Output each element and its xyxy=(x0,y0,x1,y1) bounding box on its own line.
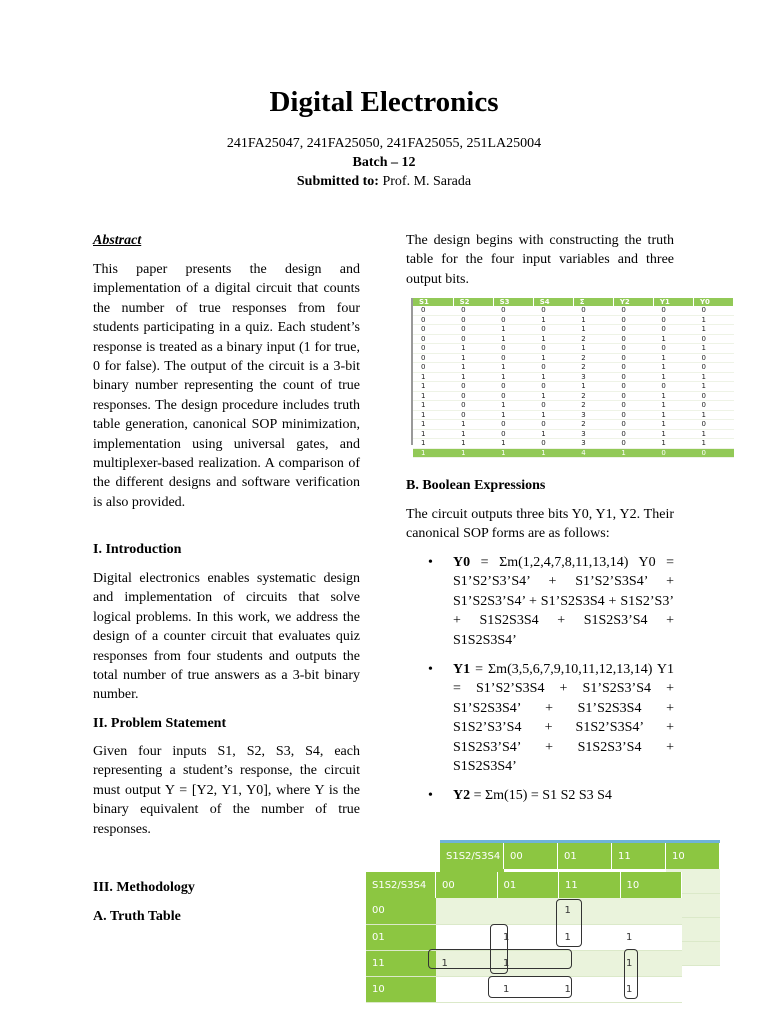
truth-table-row xyxy=(413,325,734,335)
kmap-back-corner: S1S2/S3S4 xyxy=(440,843,504,869)
batch-number: Batch – 12 xyxy=(352,155,416,170)
truth-table-cell: 0 xyxy=(653,315,693,325)
methodology-heading: III. Methodology xyxy=(93,880,195,895)
y1-minterms: = Σm(3,5,6,7,9,10,11,12,13,14) xyxy=(470,662,653,678)
kmap-cell xyxy=(436,924,498,950)
truth-table-cell: 1 xyxy=(533,334,573,344)
y0-item xyxy=(406,553,674,650)
truth-table-header: Σ xyxy=(573,298,613,306)
truth-table-cell: 0 xyxy=(493,420,533,430)
truth-table-cell: 1 xyxy=(413,439,453,449)
truth-table-cell: 0 xyxy=(453,401,493,411)
truth-table-cell: 0 xyxy=(613,429,653,439)
truth-table-cell: 1 xyxy=(693,382,733,392)
truth-table-cell: 0 xyxy=(573,306,613,315)
truth-table-cell: 0 xyxy=(493,306,533,315)
truth-table-row xyxy=(413,306,734,315)
truth-table-cell: 0 xyxy=(613,439,653,449)
truth-table-header: S1 xyxy=(413,298,453,306)
truth-table-cell: 1 xyxy=(493,439,533,449)
abstract-body: This paper presents the design and implementation of a digital circuit that counts the number of true responses from four students participating in a quiz. Each student’s response is treated as a binary input (1 for true, 0 for false). The output of the circuit is a 3-bit binary number representing the count of true responses. The design procedure includes truth table generation, canonical SOP minimization, implementation using universal gates, and multiplexer-based realization. A comparison of the different designs and software verification is also provided. xyxy=(93,262,360,510)
truth-table-cell: 3 xyxy=(573,429,613,439)
truth-table-row xyxy=(413,344,734,354)
truth-table-cell: 0 xyxy=(533,306,573,315)
truth-table-cell: 0 xyxy=(653,448,693,458)
truth-table-cell: 1 xyxy=(573,325,613,335)
abstract-heading xyxy=(93,231,360,250)
y2-label: Y2 xyxy=(453,788,471,804)
kmap-row xyxy=(366,924,682,950)
problem-heading: II. Problem Statement xyxy=(93,716,227,731)
truth-table-row xyxy=(413,401,734,411)
truth-table-cell: 0 xyxy=(453,325,493,335)
bullet-icon: • xyxy=(428,555,433,570)
truth-table-cell: 3 xyxy=(573,439,613,449)
truth-table-cell: 1 xyxy=(493,372,533,382)
truth-table-cell: 0 xyxy=(613,382,653,392)
truth-table xyxy=(413,298,734,458)
truth-table-subheading: A. Truth Table xyxy=(93,909,181,924)
truth-table-cell: 1 xyxy=(453,344,493,354)
kmap-back-col: 00 xyxy=(504,843,558,869)
truth-table-cell: 1 xyxy=(493,401,533,411)
truth-table-row xyxy=(413,315,734,325)
y1-item xyxy=(406,660,674,776)
truth-table-cell: 1 xyxy=(413,382,453,392)
y0-minterms: = Σm(1,2,4,7,8,11,13,14) xyxy=(470,555,629,570)
truth-table-cell: 0 xyxy=(413,315,453,325)
kmap-group-loop xyxy=(428,949,572,969)
kmap-cell: 1 xyxy=(559,976,621,1002)
truth-table-cell: 0 xyxy=(653,325,693,335)
truth-table-cell: 1 xyxy=(493,334,533,344)
kmap-cell: 1 xyxy=(620,924,682,950)
truth-table-cell: 0 xyxy=(533,420,573,430)
bullet-icon: • xyxy=(428,662,433,678)
truth-table-cell: 1 xyxy=(693,429,733,439)
truth-table-cell: 0 xyxy=(613,325,653,335)
bullet-icon: • xyxy=(428,788,433,804)
truth-table-cell: 1 xyxy=(413,401,453,411)
truth-table-header: S2 xyxy=(453,298,493,306)
truth-table-cell: 0 xyxy=(493,429,533,439)
truth-table-row xyxy=(413,429,734,439)
kmap-group-loop xyxy=(488,976,572,998)
truth-table-cell: 1 xyxy=(573,315,613,325)
truth-table-cell: 0 xyxy=(613,410,653,420)
kmap-cell: 1 xyxy=(559,924,621,950)
submitted-value: Prof. M. Sarada xyxy=(378,174,472,189)
y1-label: Y1 xyxy=(453,662,471,678)
truth-table-cell: 3 xyxy=(573,410,613,420)
kmap-back-col: 11 xyxy=(612,843,666,869)
truth-table-row xyxy=(413,439,734,449)
submitted-to xyxy=(0,174,768,190)
truth-table-cell: 0 xyxy=(693,391,733,401)
truth-table-row xyxy=(413,363,734,373)
truth-table-cell: 2 xyxy=(573,353,613,363)
truth-table-cell: 0 xyxy=(613,344,653,354)
boolean-heading: B. Boolean Expressions xyxy=(406,478,546,493)
truth-table-header: S3 xyxy=(493,298,533,306)
truth-table-cell: 0 xyxy=(453,315,493,325)
truth-table-cell: 1 xyxy=(573,344,613,354)
truth-table-cell: 1 xyxy=(653,363,693,373)
truth-table-cell: 2 xyxy=(573,401,613,411)
kmap-cell xyxy=(436,898,498,924)
truth-table-row xyxy=(413,334,734,344)
kmap-cell: 1 xyxy=(620,976,682,1002)
truth-table-cell: 0 xyxy=(653,382,693,392)
truth-table-header: Y1 xyxy=(653,298,693,306)
kmap-col-header: 01 xyxy=(497,872,559,898)
truth-table-cell: 0 xyxy=(693,334,733,344)
truth-table-cell: 0 xyxy=(653,344,693,354)
paper-title: Digital Electronics xyxy=(269,86,499,118)
truth-table-cell: 1 xyxy=(453,420,493,430)
y0-expression: Y0 = S1’S2’S3’S4’ + S1’S2’S3S4’ + S1’S2S3’S4’ + S1’S2S3S4 + S1S2’S3’ + S1S2S3S4 + S1S2S3’S4 + S1S2S3S4’ xyxy=(453,555,674,648)
truth-table-cell: 1 xyxy=(413,420,453,430)
y2-item xyxy=(406,786,674,805)
truth-table-cell: 1 xyxy=(533,315,573,325)
truth-table-cell: 0 xyxy=(693,353,733,363)
truth-table-cell: 0 xyxy=(413,306,453,315)
truth-table-row xyxy=(413,391,734,401)
truth-table-cell: 1 xyxy=(413,372,453,382)
truth-table-cell: 0 xyxy=(493,391,533,401)
introduction-body: Digital electronics enables systematic design and implementation of circuits that solve logical problems. In this work, we address the design of a counter circuit that evaluates quiz responses from four students and outputs the total number of true answers as a 3-bit binary number. xyxy=(93,571,360,703)
kmap-row-header: 01 xyxy=(366,924,436,950)
y0-label: Y0 xyxy=(453,555,471,570)
introduction-heading: I. Introduction xyxy=(93,542,182,557)
design-intro: The design begins with constructing the truth table for the four input variables and three output bits. xyxy=(406,233,674,287)
truth-table-cell: 0 xyxy=(413,363,453,373)
kmap-row-header: 00 xyxy=(366,898,436,924)
truth-table-cell: 0 xyxy=(493,382,533,392)
truth-table-cell: 3 xyxy=(573,372,613,382)
truth-table-cell: 0 xyxy=(533,439,573,449)
problem-body: Given four inputs S1, S2, S3, S4, each representing a student’s response, the circuit must output Y = [Y2, Y1, Y0], where Y is the binary equivalent of the number of true responses. xyxy=(93,744,360,837)
truth-table-cell: 0 xyxy=(693,448,733,458)
submitted-label: Submitted to: xyxy=(296,174,379,189)
kmap-row-header: 11 xyxy=(366,950,436,976)
truth-table-cell: 0 xyxy=(613,420,653,430)
truth-table-cell: 1 xyxy=(653,391,693,401)
truth-table-cell: 1 xyxy=(653,372,693,382)
truth-table-cell: 1 xyxy=(653,439,693,449)
truth-table-cell: 1 xyxy=(533,410,573,420)
kmap-cell xyxy=(497,898,559,924)
truth-table-cell: 1 xyxy=(533,391,573,401)
kmap-cell: 1 xyxy=(559,898,621,924)
kmap-cell: 1 xyxy=(620,950,682,976)
truth-table-cell: 1 xyxy=(453,372,493,382)
kmap-row xyxy=(366,898,682,924)
boolean-list xyxy=(406,553,674,816)
truth-table-cell: 1 xyxy=(493,448,533,458)
abstract-heading-text: Abstract xyxy=(93,233,142,248)
truth-table-cell: 1 xyxy=(453,439,493,449)
boolean-intro: The circuit outputs three bits Y0, Y1, Y2. Their canonical SOP forms are as follows: xyxy=(406,507,674,542)
truth-table-cell: 1 xyxy=(653,401,693,411)
truth-table-cell: 0 xyxy=(493,353,533,363)
truth-table-cell: 0 xyxy=(693,363,733,373)
kmap-corner: S1S2/S3S4 xyxy=(366,872,436,898)
truth-table-header: S4 xyxy=(533,298,573,306)
truth-table-cell: 0 xyxy=(533,382,573,392)
truth-table-cell: 0 xyxy=(613,363,653,373)
truth-table-cell: 1 xyxy=(413,448,453,458)
truth-table-cell: 1 xyxy=(493,363,533,373)
truth-table-cell: 0 xyxy=(493,315,533,325)
truth-table-row xyxy=(413,353,734,363)
kmap-cell: 1 xyxy=(497,924,559,950)
truth-table-cell: 1 xyxy=(693,372,733,382)
truth-table-cell: 1 xyxy=(413,391,453,401)
kmap-group-loop xyxy=(624,949,638,999)
truth-table-cell: 0 xyxy=(453,382,493,392)
truth-table-cell: 1 xyxy=(693,344,733,354)
truth-table-cell: 1 xyxy=(693,439,733,449)
truth-table-cell: 0 xyxy=(613,401,653,411)
truth-table-cell: 1 xyxy=(693,325,733,335)
truth-table-cell: 1 xyxy=(533,448,573,458)
truth-table-cell: 0 xyxy=(533,344,573,354)
truth-table-cell: 1 xyxy=(413,429,453,439)
kmap-group-loop xyxy=(556,899,582,947)
kmap-row-header: 10 xyxy=(366,976,436,1002)
truth-table-cell: 2 xyxy=(573,420,613,430)
truth-table-cell: 0 xyxy=(613,372,653,382)
kmap-back-col: 01 xyxy=(558,843,612,869)
truth-table-cell: 0 xyxy=(453,410,493,420)
truth-table-cell: 0 xyxy=(453,334,493,344)
author-ids: 241FA25047, 241FA25050, 241FA25055, 251LA25004 xyxy=(226,136,542,151)
kmap-col-header: 00 xyxy=(436,872,498,898)
truth-table-row xyxy=(413,382,734,392)
truth-table-cell: 0 xyxy=(413,325,453,335)
y1-expression: Y1 = S1’S2’S3S4 + S1’S2S3’S4 + S1’S2S3S4’ + S1’S2S3S4 + S1S2’S3’S4 + S1S2’S3S4’ + S1S2S3’S4’ + S1S2S3’S4 + S1S2S3S4’ xyxy=(453,662,674,775)
truth-table-cell: 1 xyxy=(413,410,453,420)
truth-table-cell: 1 xyxy=(533,372,573,382)
truth-table-cell: 0 xyxy=(413,344,453,354)
truth-table-cell: 1 xyxy=(573,382,613,392)
truth-table-cell: 2 xyxy=(573,363,613,373)
truth-table-cell: 0 xyxy=(653,306,693,315)
truth-table-cell: 2 xyxy=(573,334,613,344)
truth-table-cell: 0 xyxy=(613,315,653,325)
truth-table-cell: 0 xyxy=(453,391,493,401)
truth-table-cell: 1 xyxy=(533,429,573,439)
truth-table-cell: 1 xyxy=(653,334,693,344)
truth-table-image xyxy=(411,298,734,457)
kmap-col-header: 11 xyxy=(559,872,621,898)
kmap-col-header: 10 xyxy=(620,872,682,898)
kmap-cell xyxy=(620,898,682,924)
kmap-front xyxy=(366,872,682,1003)
truth-table-cell: 1 xyxy=(653,429,693,439)
truth-table-cell: 0 xyxy=(533,401,573,411)
truth-table-cell: 1 xyxy=(453,429,493,439)
truth-table-cell: 0 xyxy=(533,325,573,335)
truth-table-cell: 0 xyxy=(413,353,453,363)
kmap-cell: 1 xyxy=(497,976,559,1002)
kmap-cell: 1 xyxy=(436,950,498,976)
truth-table-cell: 0 xyxy=(693,420,733,430)
kmap-back-col: 10 xyxy=(666,843,720,869)
truth-table-cell: 1 xyxy=(453,448,493,458)
truth-table-cell: 0 xyxy=(693,306,733,315)
truth-table-cell: 1 xyxy=(493,325,533,335)
truth-table-cell: 0 xyxy=(613,306,653,315)
truth-table-cell: 0 xyxy=(413,334,453,344)
truth-table-cell: 1 xyxy=(453,363,493,373)
truth-table-row xyxy=(413,410,734,420)
truth-table-cell: 0 xyxy=(693,401,733,411)
truth-table-cell: 0 xyxy=(453,306,493,315)
truth-table-cell: 1 xyxy=(453,353,493,363)
truth-table-cell: 1 xyxy=(693,410,733,420)
truth-table-cell: 1 xyxy=(653,410,693,420)
truth-table-cell: 1 xyxy=(693,315,733,325)
truth-table-row xyxy=(413,372,734,382)
truth-table-cell: 0 xyxy=(613,353,653,363)
truth-table-header: Y0 xyxy=(693,298,733,306)
truth-table-cell: 1 xyxy=(533,353,573,363)
kmap-cell: 1 xyxy=(497,950,559,976)
y2-minterms: = Σm(15) = S1 S2 S3 S4 xyxy=(470,788,612,804)
truth-table-row xyxy=(413,448,734,458)
truth-table-cell: 4 xyxy=(573,448,613,458)
truth-table-cell: 1 xyxy=(613,448,653,458)
truth-table-header: Y2 xyxy=(613,298,653,306)
truth-table-cell: 0 xyxy=(493,344,533,354)
truth-table-cell: 0 xyxy=(613,391,653,401)
truth-table-cell: 0 xyxy=(613,334,653,344)
truth-table-row xyxy=(413,420,734,430)
truth-table-cell: 0 xyxy=(533,363,573,373)
truth-table-cell: 1 xyxy=(493,410,533,420)
truth-table-cell: 1 xyxy=(653,353,693,363)
truth-table-cell: 2 xyxy=(573,391,613,401)
truth-table-cell: 1 xyxy=(653,420,693,430)
